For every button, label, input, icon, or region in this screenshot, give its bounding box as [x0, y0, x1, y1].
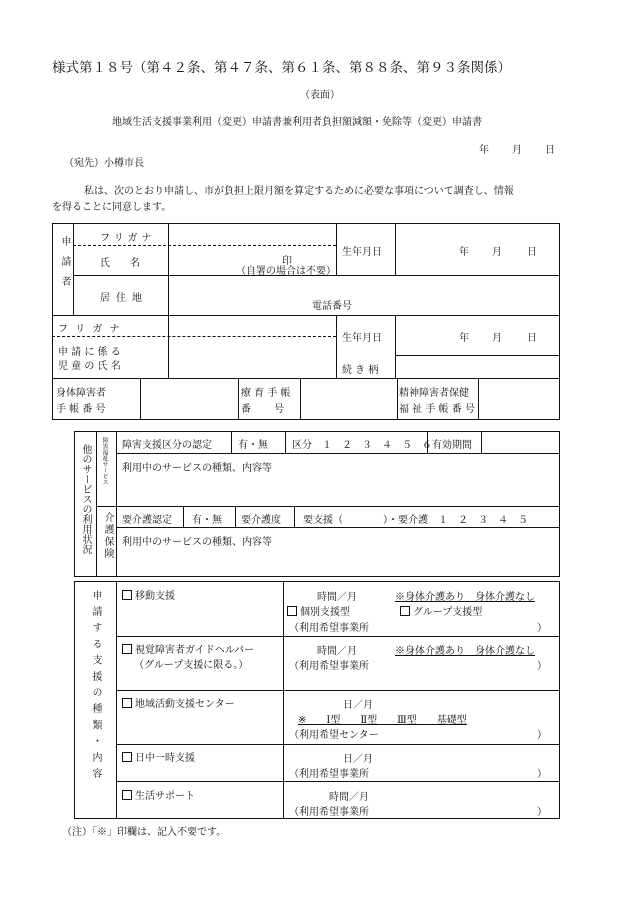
valid-period-label: 有効期間 [432, 440, 472, 451]
relationship-label: 続 き 柄 [342, 365, 379, 376]
option-group[interactable] [400, 603, 482, 618]
child-birth-month: 月 [492, 333, 502, 344]
child-birth-label: 生年月日 [342, 333, 382, 344]
per-unit-label: 日／月 [343, 754, 373, 765]
option-label: 個別支援型 [300, 607, 350, 618]
consent-text-line2: を得ることに同意します。 [52, 202, 172, 213]
form-side: （表面） [300, 90, 340, 101]
physical-handbook-label-1: 身体障害者 [56, 388, 106, 399]
request-item-label: 視覚障害者ガイドヘルパー [135, 645, 254, 656]
ryoiku-handbook-label-2: 番 号 [241, 404, 285, 415]
date-day: 日 [545, 145, 555, 156]
care-level-label: 要介護度 [241, 515, 281, 526]
support-cert-label: 障害支援区分の認定 [122, 440, 212, 451]
footnote: （注）「※」印欄は、記入不要です。 [62, 827, 227, 838]
physical-handbook-label-2: 手 帳 番 号 [56, 404, 106, 415]
request-item-mobility[interactable] [122, 587, 175, 602]
welfare-service-label: 障害福祉サービス [101, 437, 108, 485]
care-cert-yes-no: 有・無 [192, 515, 222, 526]
applicant-side-label: 申請者 [59, 236, 70, 296]
option-label: グループ支援型 [413, 607, 483, 618]
seal-note: （自署の場合は不要） [236, 266, 336, 277]
ryoiku-handbook-label-1: 療 育 手 帳 [241, 388, 291, 399]
child-furigana-label: フ リ ガ ナ [58, 324, 122, 335]
per-unit-label: 時間／月 [317, 646, 357, 657]
mental-handbook-label-2: 福 祉 手 帳 番 号 [399, 404, 475, 415]
applicant-furigana-label: フリガナ [100, 233, 156, 244]
checkbox-icon[interactable] [122, 698, 132, 708]
applicant-birth-day: 日 [527, 247, 537, 258]
checkbox-icon[interactable] [122, 590, 132, 600]
applicant-birth-label: 生年月日 [342, 247, 382, 258]
request-item-guide-helper[interactable] [122, 641, 254, 656]
request-item-label: 日中一時支援 [135, 753, 195, 764]
per-unit-label: 時間／月 [329, 792, 369, 803]
checkbox-icon[interactable] [287, 606, 297, 616]
applicant-table [52, 223, 560, 420]
care-service-types-label: 利用中のサービスの種類、内容等 [122, 537, 272, 548]
care-note: ※身体介護あり 身体介護なし [395, 592, 535, 603]
date-month: 月 [512, 145, 522, 156]
checkbox-icon[interactable] [122, 790, 132, 800]
office-close-paren: ） [537, 769, 547, 780]
request-item-sublabel: （グループ支援に限る。） [134, 660, 249, 671]
office-label: （利用希望事業所 [289, 807, 369, 818]
request-item-activity-center[interactable] [122, 695, 235, 710]
form-title: 地域生活支援事業利用（変更）申請書兼利用者負担額減額・免除等（変更）申請書 [112, 117, 482, 128]
mental-handbook-label-1: 精神障害者保健 [399, 388, 469, 399]
office-label: （利用希望事業所 [289, 661, 369, 672]
office-close-paren: ） [537, 730, 547, 741]
request-side-label: 申請する支援の種類・内容 [90, 590, 101, 785]
checkbox-icon[interactable] [122, 752, 132, 762]
request-item-daytime-support[interactable] [122, 749, 195, 764]
form-number: 様式第１８号（第４２条、第４７条、第６１条、第８８条、第９３条関係） [52, 60, 511, 76]
child-birth-day: 日 [527, 333, 537, 344]
applicant-birth-year: 年 [459, 247, 469, 258]
addressee: （宛先）小樽市長 [64, 158, 144, 169]
office-label: （利用希望センター [289, 730, 379, 741]
per-unit-label: 日／月 [343, 700, 373, 711]
seal-mark: 印 [282, 256, 292, 267]
care-note: ※身体介護あり 身体介護なし [395, 646, 535, 657]
office-close-paren: ） [537, 661, 547, 672]
applicant-birth-month: 月 [492, 247, 502, 258]
care-insurance-label: 介護保険 [102, 512, 113, 560]
checkbox-icon[interactable] [400, 606, 410, 616]
request-item-label: 移動支援 [135, 591, 175, 602]
option-individual[interactable] [287, 603, 350, 618]
applicant-name-label: 氏 名 [100, 258, 140, 269]
consent-text-line1: 私は、次のとおり申請し、市が負担上限月額を算定するために必要な事項について調査し、情報 [84, 186, 514, 197]
request-item-life-support[interactable] [122, 787, 195, 802]
child-name-label-line1: 申 請 に 係 る [58, 347, 121, 358]
office-label: （利用希望事業所 [289, 769, 369, 780]
checkbox-icon[interactable] [122, 644, 132, 654]
request-item-label: 生活サポート [135, 791, 195, 802]
care-cert-label: 要介護認定 [122, 515, 172, 526]
support-cert-yes-no: 有・無 [238, 440, 268, 451]
phone-label: 電話番号 [312, 301, 352, 312]
welfare-service-types-label: 利用中のサービスの種類、内容等 [122, 463, 272, 474]
request-item-label: 地域活動支援センター [135, 699, 235, 710]
office-label: （利用希望事業所 [289, 623, 369, 634]
office-close-paren: ） [537, 807, 547, 818]
per-unit-label: 時間／月 [317, 592, 357, 603]
support-class-label: 区分 １ ２ ３ ４ ５ ６ [292, 440, 432, 451]
child-name-label-line2: 児 童 の 氏 名 [58, 361, 121, 372]
center-types: ※ Ⅰ型 Ⅱ型 Ⅲ型 基礎型 [298, 715, 467, 726]
other-services-side-label: 他のサービスの利用状況 [80, 444, 91, 554]
office-close-paren: ） [537, 623, 547, 634]
applicant-address-label: 居住地 [100, 293, 148, 304]
date-year: 年 [479, 145, 489, 156]
child-birth-year: 年 [459, 333, 469, 344]
care-level-value: 要支援（ ）・要介護 １ ２ ３ ４ ５ [303, 515, 528, 526]
